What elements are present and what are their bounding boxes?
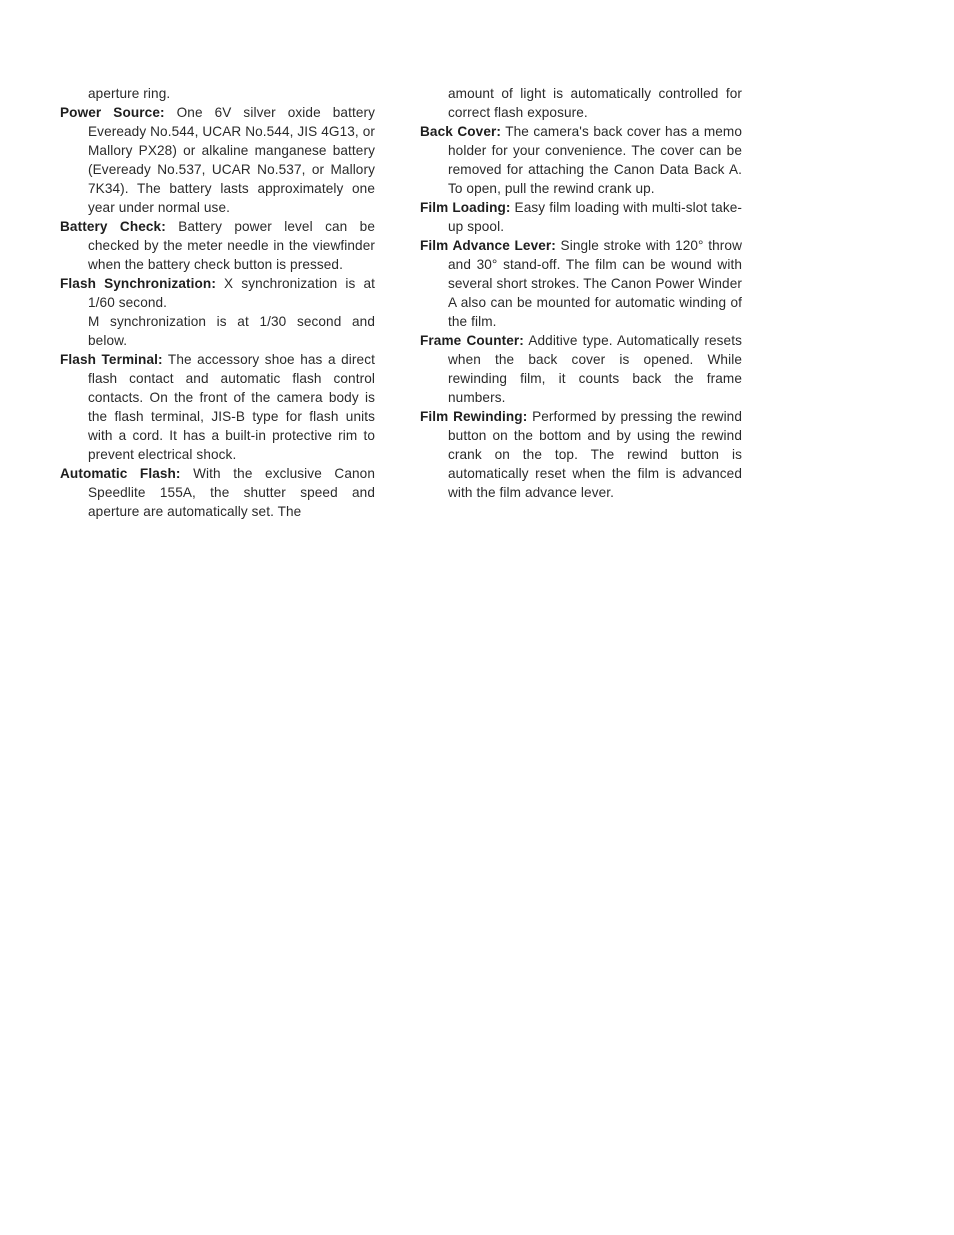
continued-text: amount of light is automatically controlled for correct flash exposure.	[448, 86, 742, 120]
spec-description: The accessory shoe has a direct flash contact and automatic flash control contacts. On the front of the camera body is the flash terminal, JIS-B type for flash units with a cord. It has a built-in protective rim to prevent electrical shock.	[88, 352, 375, 462]
spec-flash-terminal	[60, 350, 375, 464]
spec-term: Frame Counter:	[420, 333, 524, 348]
spec-battery-check	[60, 217, 375, 274]
spec-description: X synchronization is at 1/60 second.	[88, 276, 375, 310]
spec-description: Single stroke with 120° throw and 30° stand-off. The film can be wound with several short strokes. The Canon Power Winder A also can be mounted for automatic winding of the film.	[448, 238, 742, 329]
spec-term: Back Cover:	[420, 124, 501, 139]
spec-term: Flash Terminal:	[60, 352, 163, 367]
spec-description: Easy film loading with multi-slot take-up spool.	[448, 200, 743, 234]
spec-term: Film Advance Lever:	[420, 238, 556, 253]
right-column	[420, 84, 742, 502]
spec-description: Additive type. Automatically resets when the back cover is opened. While rewinding film, it counts back the frame numbers.	[448, 333, 742, 405]
spec-term: Automatic Flash:	[60, 466, 181, 481]
spec-term: Film Loading:	[420, 200, 511, 215]
spec-description: Performed by pressing the rewind button on the bottom and by using the rewind crank on the top. The rewind button is automatically reset when the film is advanced with the film advance lever.	[448, 409, 743, 500]
spec-frame-counter	[420, 331, 742, 407]
spec-film-rewinding	[420, 407, 742, 502]
continued-text: aperture ring.	[88, 86, 171, 101]
left-column	[60, 84, 375, 521]
spec-automatic-flash	[60, 464, 375, 521]
spec-term: Film Rewinding:	[420, 409, 528, 424]
spec-description: With the exclusive Canon Speedlite 155A, the shutter speed and aperture are automatically set. The	[88, 466, 375, 519]
spec-film-advance-lever	[420, 236, 742, 331]
spec-term: Power Source:	[60, 105, 165, 120]
spec-term: Battery Check:	[60, 219, 166, 234]
spec-term: Flash Synchronization:	[60, 276, 216, 291]
spec-description-continued: M synchronization is at 1/30 second and below.	[88, 314, 375, 348]
spec-back-cover	[420, 122, 742, 198]
spec-description: Battery power level can be checked by the meter needle in the viewfinder when the battery check button is pressed.	[88, 219, 375, 272]
spec-description: One 6V silver oxide battery Eveready No.544, UCAR No.544, JIS 4G13, or Mallory PX28) or alkaline manganese battery (Eveready No.537, UCAR No.537, or Mallory 7K34). The battery lasts approximately one year under normal use.	[88, 105, 376, 215]
spec-film-loading	[420, 198, 742, 236]
spec-flash-synchronization	[60, 274, 375, 312]
spec-power-source	[60, 103, 375, 217]
spec-description: The camera's back cover has a memo holder for your convenience. The cover can be removed for attaching the Canon Data Back A. To open, pull the rewind crank up.	[448, 124, 742, 196]
